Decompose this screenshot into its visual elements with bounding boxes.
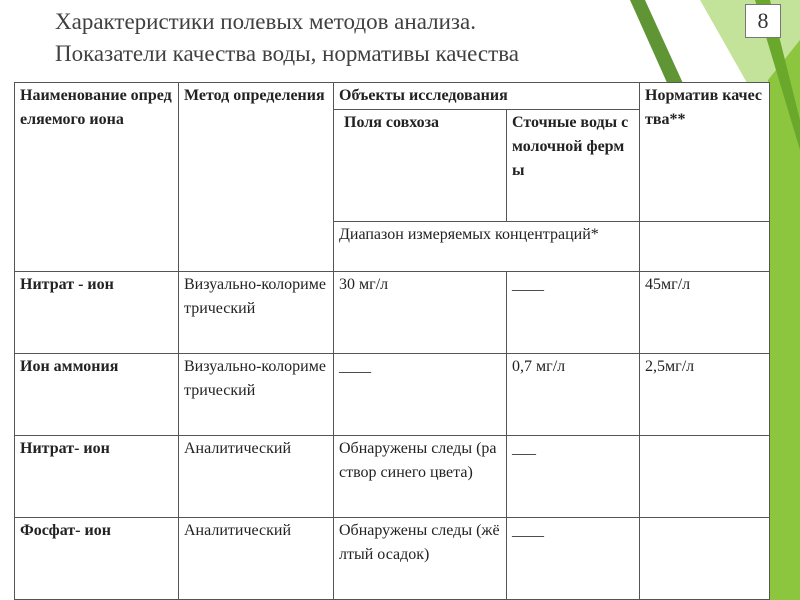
slide-number: 8 — [745, 4, 781, 38]
water-quality-table — [14, 82, 770, 600]
cell-fields: Обнаружены следы (жёлтый осадок) — [334, 518, 507, 600]
header-norm: Норматив качества** — [640, 83, 770, 222]
cell-wastewater: ____ — [507, 272, 640, 354]
cell-method: Аналитический — [179, 436, 334, 518]
cell-norm: 45мг/л — [640, 272, 770, 354]
cell-ion: Фосфат- ион — [15, 518, 179, 600]
cell-ion: Ион аммония — [15, 354, 179, 436]
table-row — [15, 272, 770, 354]
table-row — [15, 354, 770, 436]
slide-title — [55, 6, 675, 70]
cell-norm: 2,5мг/л — [640, 354, 770, 436]
cell-method: Визуально-колориметрический — [179, 272, 334, 354]
cell-ion: Нитрат - ион — [15, 272, 179, 354]
cell-wastewater: ___ — [507, 436, 640, 518]
title-line-2: Показатели качества воды, нормативы качества — [55, 41, 519, 66]
header-ion-name: Наименование определяемого иона — [15, 83, 179, 272]
cell-fields: Обнаружены следы (раствор синего цвета) — [334, 436, 507, 518]
cell-method: Визуально-колориметрический — [179, 354, 334, 436]
table-row — [15, 518, 770, 600]
table-row — [15, 436, 770, 518]
cell-norm — [640, 436, 770, 518]
header-range-empty — [640, 222, 770, 272]
header-range: Диапазон измеряемых концентраций* — [334, 222, 640, 272]
cell-method: Аналитический — [179, 518, 334, 600]
cell-wastewater: ____ — [507, 518, 640, 600]
header-method: Метод определения — [179, 83, 334, 272]
cell-fields: 30 мг/л — [334, 272, 507, 354]
title-line-1: Характеристики полевых методов анализа. — [55, 9, 476, 34]
cell-ion: Нитрат- ион — [15, 436, 179, 518]
header-fields: Поля совхоза — [334, 110, 507, 222]
header-wastewater: Сточные воды с молочной фермы — [507, 110, 640, 222]
cell-fields: ____ — [334, 354, 507, 436]
header-row-1 — [15, 83, 770, 110]
cell-norm — [640, 518, 770, 600]
cell-wastewater: 0,7 мг/л — [507, 354, 640, 436]
header-objects: Объекты исследования — [334, 83, 640, 110]
